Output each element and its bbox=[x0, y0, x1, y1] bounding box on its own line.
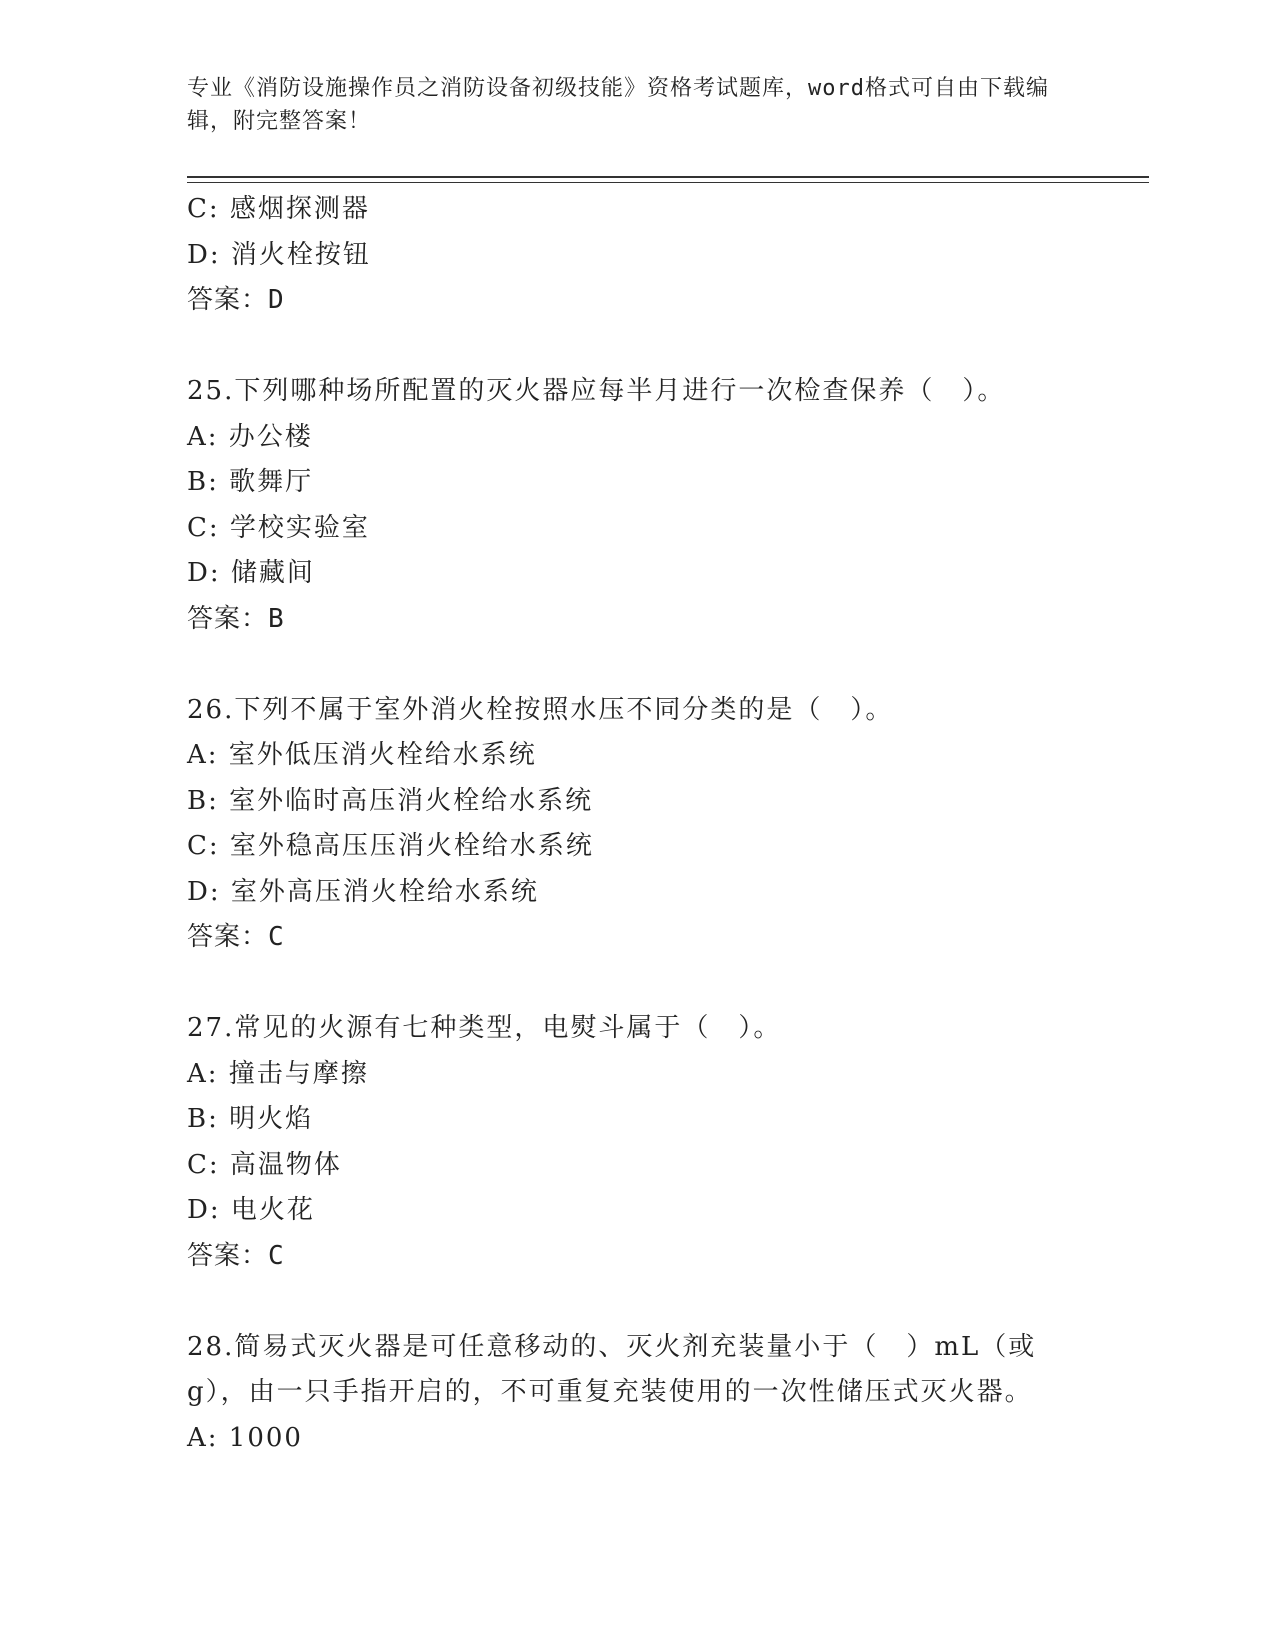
question-list bbox=[187, 187, 1087, 1461]
question-stem: 28.简易式灭火器是可任意移动的、灭火剂充装量小于（ ）mL（或g），由一只手指开启的，不可重复充装使用的一次性储压式灭火器。 bbox=[187, 1331, 1037, 1407]
question-25 bbox=[187, 369, 1087, 642]
option-a: A: 1000 bbox=[187, 1422, 303, 1453]
spacer bbox=[187, 642, 1087, 688]
option-b: B: 歌舞厅 bbox=[187, 467, 314, 497]
option-a: A: 室外低压消火栓给水系统 bbox=[187, 740, 537, 770]
spacer bbox=[187, 1279, 1087, 1325]
answer-line: 答案：D bbox=[187, 285, 285, 315]
option-d: D: 消火栓按钮 bbox=[187, 239, 371, 270]
answer-line: 答案：C bbox=[187, 922, 285, 952]
option-c: C: 学校实验室 bbox=[187, 512, 370, 543]
question-26 bbox=[187, 688, 1087, 961]
answer-line: 答案：C bbox=[187, 1240, 285, 1271]
spacer bbox=[187, 324, 1087, 370]
question-stem: 25.下列哪种场所配置的灭火器应每半月进行一次检查保养（ ）。 bbox=[187, 376, 1006, 406]
option-a: A: 撞击与摩擦 bbox=[187, 1058, 369, 1089]
question-27 bbox=[187, 1006, 1087, 1279]
question-stem: 27.常见的火源有七种类型，电熨斗属于（ ）。 bbox=[187, 1013, 782, 1043]
option-c: C: 高温物体 bbox=[187, 1149, 342, 1180]
option-a: A: 办公楼 bbox=[187, 421, 313, 452]
option-d: D: 室外高压消火栓给水系统 bbox=[187, 876, 539, 907]
option-b: B: 室外临时高压消火栓给水系统 bbox=[187, 785, 594, 816]
header-divider-thick bbox=[187, 176, 1149, 178]
question-28 bbox=[187, 1325, 1087, 1462]
option-b: B: 明火焰 bbox=[187, 1104, 314, 1134]
spacer bbox=[187, 961, 1087, 1007]
option-c: C: 室外稳高压压消火栓给水系统 bbox=[187, 831, 594, 861]
option-c: C: 感烟探测器 bbox=[187, 194, 370, 224]
header-divider-thin bbox=[187, 182, 1149, 183]
question-stem: 26.下列不属于室外消火栓按照水压不同分类的是（ ）。 bbox=[187, 694, 894, 725]
option-d: D: 储藏间 bbox=[187, 558, 315, 588]
question-24-continued bbox=[187, 187, 1087, 324]
option-d: D: 电火花 bbox=[187, 1195, 315, 1225]
document-header: 专业《消防设施操作员之消防设备初级技能》资格考试题库，word格式可自由下载编辑，附完整答案！ bbox=[187, 76, 1049, 134]
answer-line: 答案：B bbox=[187, 603, 285, 634]
